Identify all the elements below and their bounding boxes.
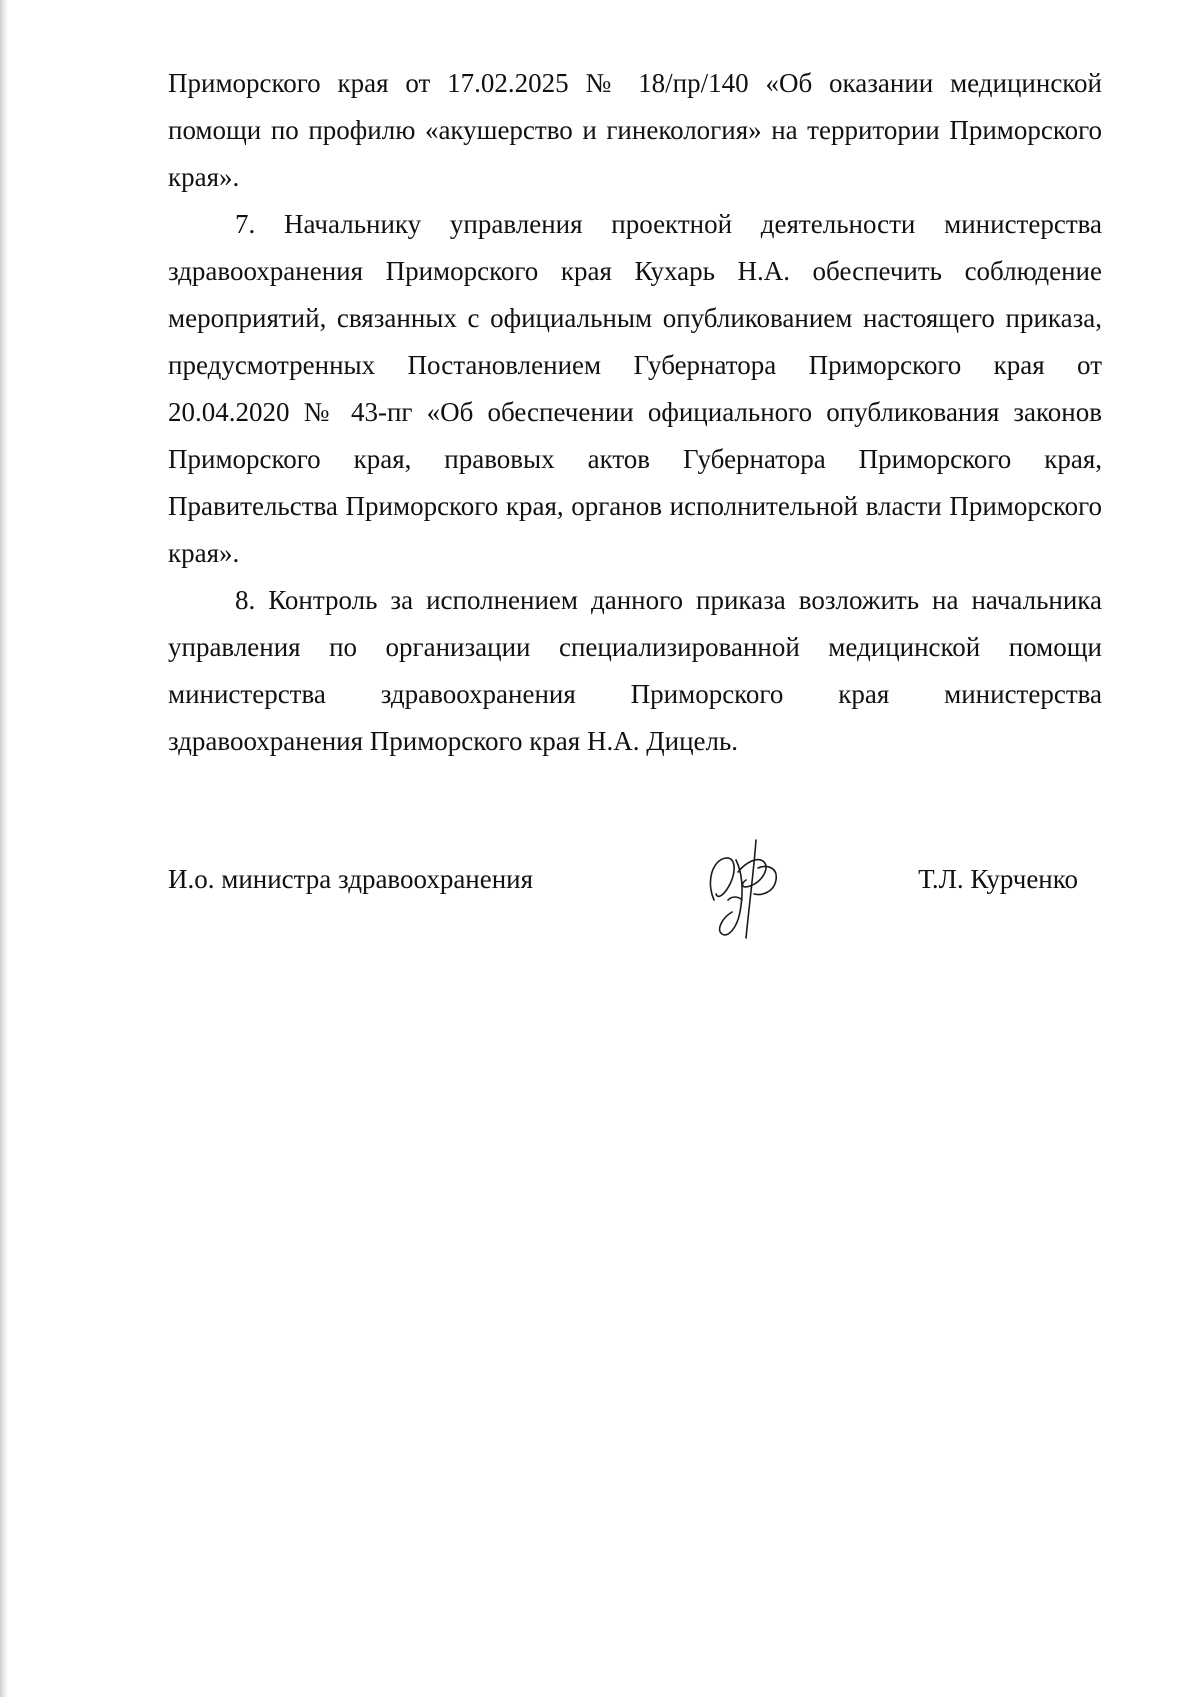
signatory-position: И.о. министра здравоохранения bbox=[168, 864, 534, 894]
paragraph-item-8: 8. Контроль за исполнением данного приказа возложить на начальника управления по организации специализированной медицинской помощи министерства здравоохранения Приморского края министерства здравоохранения Приморского края Н.А. Дицель. bbox=[168, 585, 1102, 756]
document-body bbox=[168, 60, 1102, 765]
handwritten-signature-icon bbox=[692, 838, 802, 948]
scan-edge bbox=[0, 0, 8, 1697]
signatory-name: Т.Л. Курченко bbox=[918, 864, 1078, 894]
paragraph-item-7: 7. Начальнику управления проектной деятельности министерства здравоохранения Приморского края Кухарь Н.А. обеспечить соблюдение мероприятий, связанных с официальным опубликованием настоящего приказа, предусмотренных Постановлением Губернатора Приморского края от 20.04.2020 № 43-пг «Об обеспечении официального опубликования законов Приморского края, правовых актов Губернатора Приморского края, Правительства Приморского края, органов исполнительной власти Приморского края». bbox=[168, 209, 1102, 568]
paragraph-continuation: Приморского края от 17.02.2025 № 18/пр/140 «Об оказании медицинской помощи по профилю «акушерство и гинекология» на территории Приморского края». bbox=[168, 68, 1102, 192]
signature-block bbox=[168, 838, 1102, 948]
